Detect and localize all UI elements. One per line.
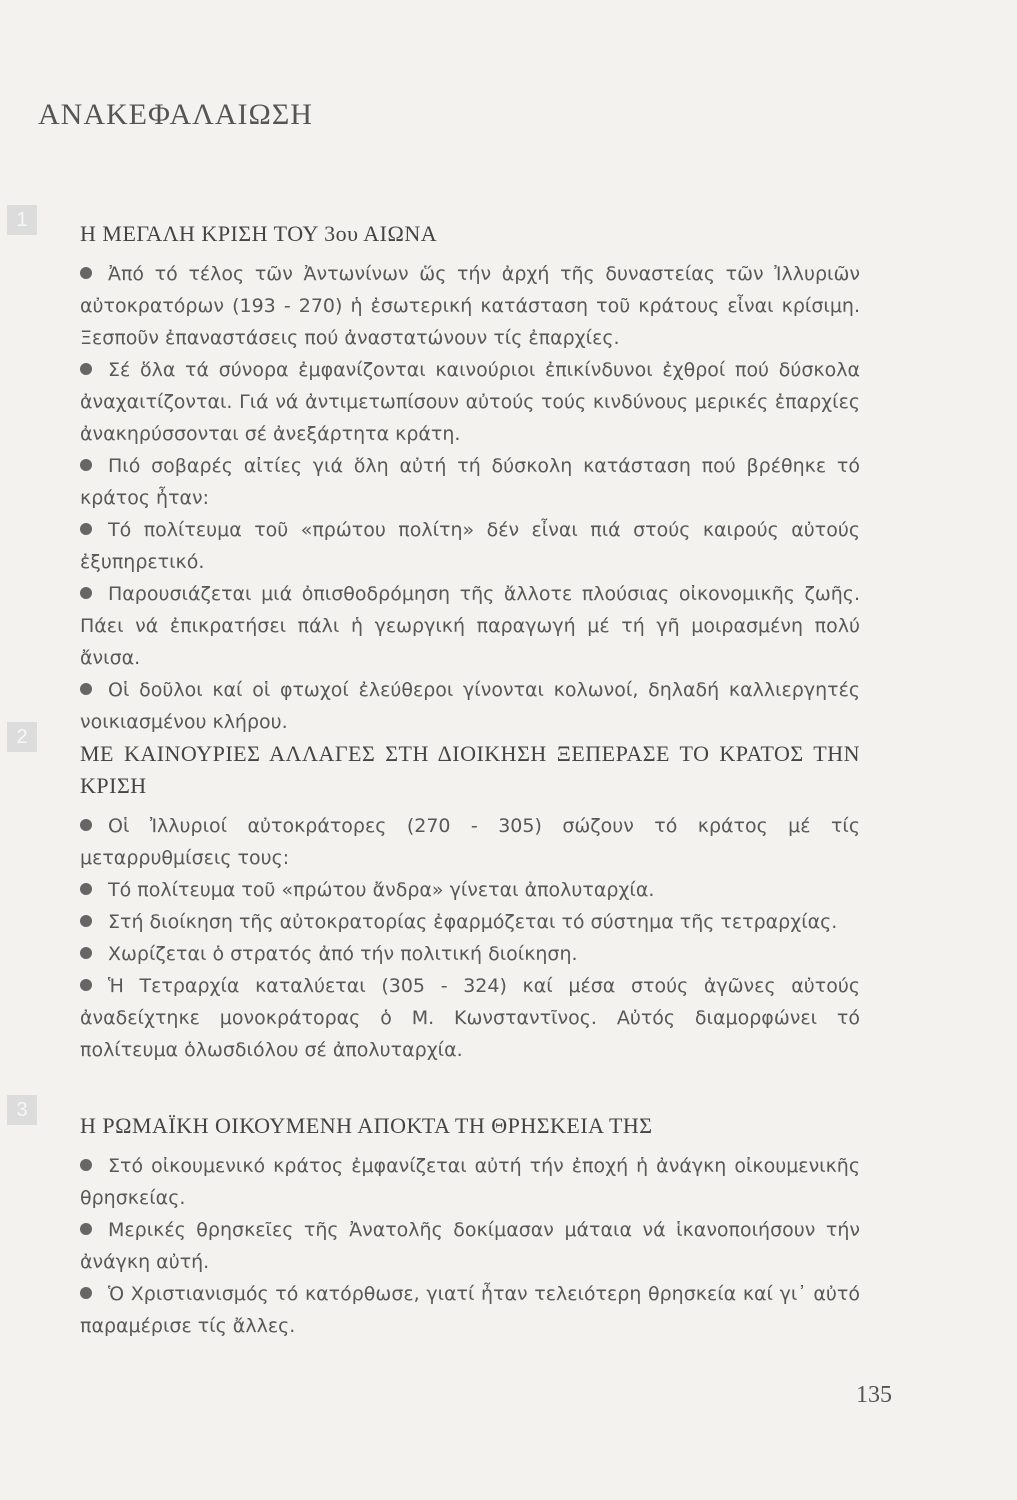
bullet-icon <box>80 979 92 991</box>
section-2 <box>80 738 860 1066</box>
list-item: Οἱ Ἰλλυριοί αὐτοκράτορες (270 - 305) σώζουν τό κράτος μέ τίς μεταρρυθμίσεις τους: <box>80 815 860 869</box>
list-item: Ὁ Χριστιανισμός τό κατόρθωσε, γιατί ἦταν τελειότερη θρησκεία καί γι᾽ αὐτό παραμέρισε τίς ἄλλες. <box>80 1283 860 1337</box>
bullet-icon <box>80 1159 92 1171</box>
bullet-icon <box>80 1223 92 1235</box>
list-item: Ἡ Τετραρχία καταλύεται (305 - 324) καί μέσα στούς ἀγῶνες αὐτούς ἀναδείχτηκε μονοκράτορας ὁ Μ. Κωνσταντῖνος. Αὐτός διαμορφώνει τό πολίτευμα ὁλωσδιόλου σέ ἀπολυταρχία. <box>80 975 860 1061</box>
section-3 <box>80 1110 860 1342</box>
list-item: Τό πολίτευμα τοῦ «πρώτου πολίτη» δέν εἶναι πιά στούς καιρούς αὐτούς ἐξυπηρετικό. <box>80 519 860 573</box>
bullet-icon <box>80 683 92 695</box>
section-items <box>80 1150 860 1342</box>
page-number: 135 <box>856 1382 892 1408</box>
section-heading: ΜΕ ΚΑΙΝΟΥΡΙΕΣ ΑΛΛΑΓΕΣ ΣΤΗ ΔΙΟΙΚΗΣΗ ΞΕΠΕΡΑΣΕ ΤΟ ΚΡΑΤΟΣ ΤΗΝ ΚΡΙΣΗ <box>80 741 860 798</box>
list-item: Στό οἰκουμενικό κράτος ἐμφανίζεται αὐτή τήν ἐποχή ἡ ἀνάγκη οἰκουμενικῆς θρησκείας. <box>80 1155 860 1209</box>
section-heading: Η ΡΩΜΑΪΚΗ ΟΙΚΟΥΜΕΝΗ ΑΠΟΚΤΑ ΤΗ ΘΡΗΣΚΕΙΑ ΤΗΣ <box>80 1113 653 1138</box>
section-items <box>80 258 860 738</box>
list-item: Παρουσιάζεται μιά ὀπισθοδρόμηση τῆς ἄλλοτε πλούσιας οἰκονομικῆς ζωῆς. Πάει νά ἐπικρατήσει πάλι ἡ γεωργική παραγωγή μέ τή γῆ μοιρασμένη πολύ ἄνισα. <box>80 583 860 669</box>
bullet-icon <box>80 1287 92 1299</box>
bullet-icon <box>80 947 92 959</box>
section-marker-2: 2 <box>7 722 37 752</box>
list-item: Χωρίζεται ὁ στρατός ἀπό τήν πολιτική διοίκηση. <box>80 938 860 970</box>
section-marker-1: 1 <box>7 205 37 235</box>
list-item: Ἀπό τό τέλος τῶν Ἀντωνίνων ὥς τήν ἀρχή τῆς δυναστείας τῶν Ἰλλυριῶν αὐτοκρατόρων (193 - 270) ἡ ἐσωτερική κατάσταση τοῦ κράτους εἶναι κρίσιμη. Ξεσποῦν ἐπαναστάσεις πού ἀναστατώνουν τίς ἐπαρχίες. <box>80 263 860 349</box>
section-items <box>80 810 860 1066</box>
bullet-icon <box>80 883 92 895</box>
list-item: Τό πολίτευμα τοῦ «πρώτου ἄνδρα» γίνεται ἀπολυταρχία. <box>80 874 860 906</box>
bullet-icon <box>80 587 92 599</box>
bullet-icon <box>80 523 92 535</box>
bullet-icon <box>80 363 92 375</box>
bullet-icon <box>80 459 92 471</box>
list-item: Οἱ δοῦλοι καί οἱ φτωχοί ἐλεύθεροι γίνονται κολωνοί, δηλαδή καλλιεργητές νοικιασμένου κλήρου. <box>80 679 860 733</box>
list-item: Στή διοίκηση τῆς αὐτοκρατορίας ἐφαρμόζεται τό σύστημα τῆς τετραρχίας. <box>80 906 860 938</box>
list-item: Πιό σοβαρές αἰτίες γιά ὅλη αὐτή τή δύσκολη κατάσταση πού βρέθηκε τό κράτος ἦταν: <box>80 455 860 509</box>
list-item: Μερικές θρησκεῖες τῆς Ἀνατολῆς δοκίμασαν μάταια νά ἱκανοποιήσουν τήν ἀνάγκη αὐτή. <box>80 1219 860 1273</box>
section-marker-3: 3 <box>7 1095 37 1125</box>
bullet-icon <box>80 267 92 279</box>
bullet-icon <box>80 915 92 927</box>
section-heading: Η ΜΕΓΑΛΗ ΚΡΙΣΗ ΤΟΥ 3ου ΑΙΩΝΑ <box>80 221 438 246</box>
section-1 <box>80 218 860 738</box>
page-title: ΑΝΑΚΕΦΑΛΑΙΩΣΗ <box>38 98 313 131</box>
list-item: Σέ ὅλα τά σύνορα ἐμφανίζονται καινούριοι ἐπικίνδυνοι ἐχθροί πού δύσκολα ἀναχαιτίζονται. Γιά νά ἀντιμετωπίσουν αὐτούς τούς κινδύνους μερικές ἐπαρχίες ἀνακηρύσσονται σέ ἀνεξάρτητα κράτη. <box>80 359 860 445</box>
bullet-icon <box>80 819 92 831</box>
